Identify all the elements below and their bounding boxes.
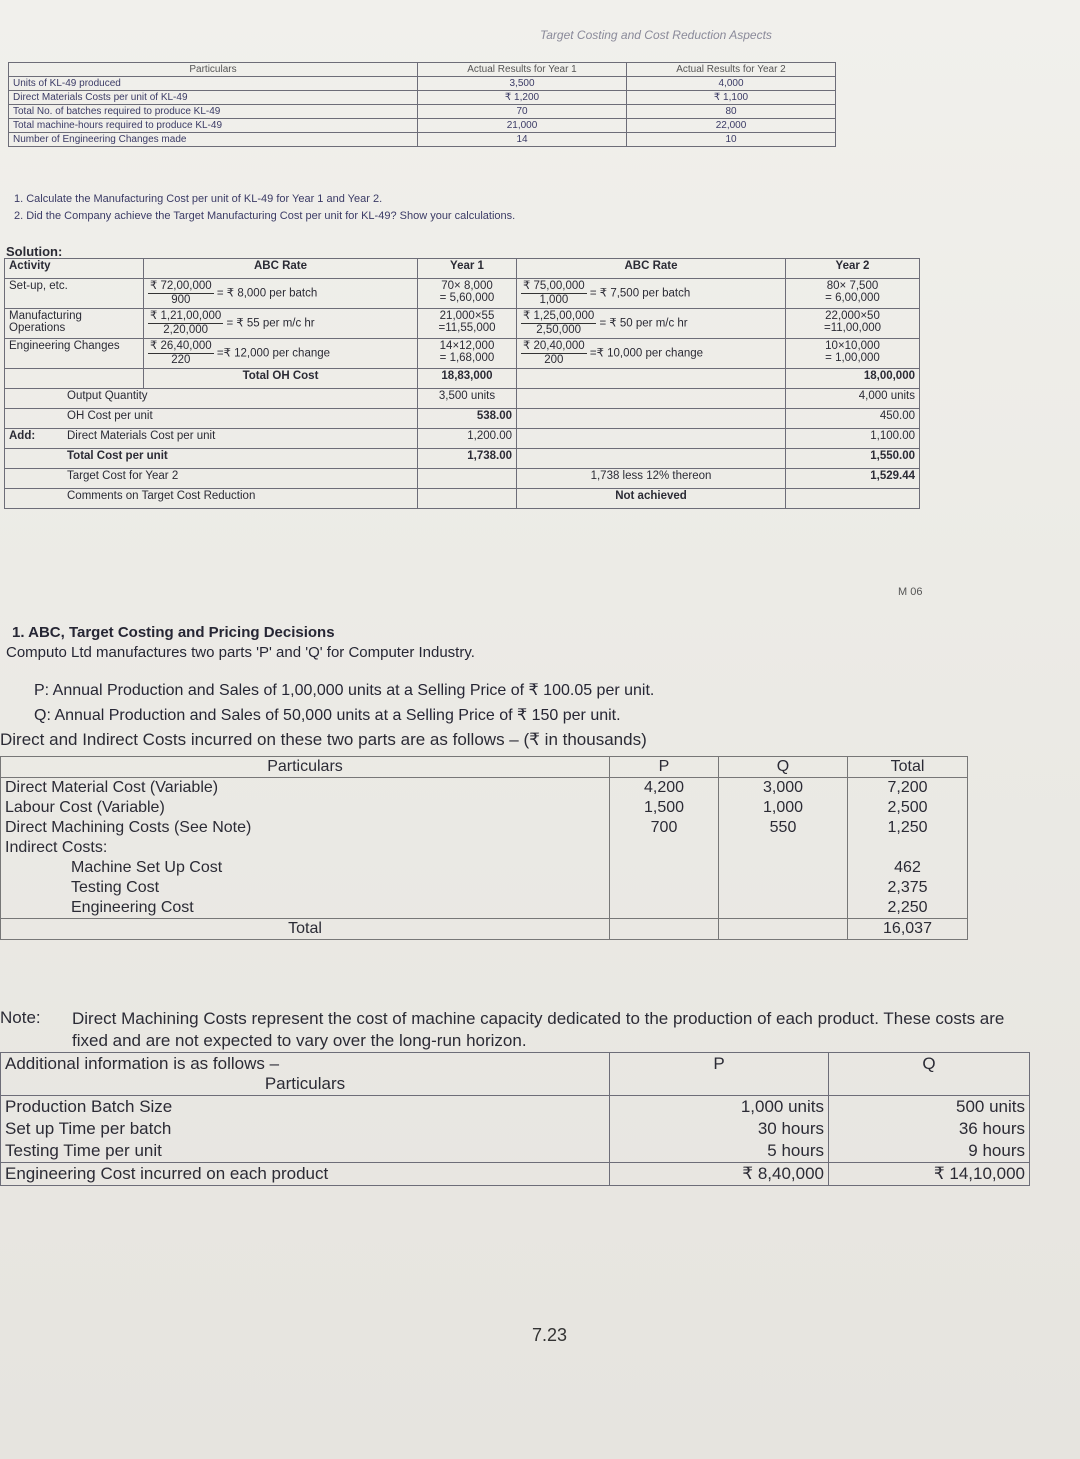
calc-line: =11,00,000 <box>823 322 882 334</box>
cell: Engineering Cost incurred on each product <box>1 1163 610 1186</box>
table-row <box>5 339 920 369</box>
table-row <box>1 919 968 940</box>
cell <box>610 919 719 940</box>
year2-cell <box>786 339 920 369</box>
table-row <box>1 818 968 838</box>
cell <box>786 489 920 509</box>
add-label: Add: <box>9 430 36 442</box>
cost-table-caption: Direct and Indirect Costs incurred on these two parts are as follows – (₹ in thousands) <box>0 730 647 749</box>
actual-results-table <box>8 62 836 147</box>
cell: 700 <box>610 818 719 838</box>
numerator: ₹ 1,25,00,000 <box>523 310 595 322</box>
table-row <box>1 838 968 858</box>
total-unit-label: Total Cost per unit <box>5 449 418 469</box>
cell <box>610 878 719 898</box>
cell: 70 <box>418 105 627 119</box>
rate-cell <box>144 339 418 369</box>
rate-result: =₹ 12,000 per change <box>216 347 331 360</box>
numerator: ₹ 1,21,00,000 <box>150 310 222 322</box>
cell <box>418 489 517 509</box>
table-row <box>1 1096 1030 1119</box>
cell: 16,037 <box>848 919 968 940</box>
table-row <box>5 409 920 429</box>
table-row <box>5 309 920 339</box>
problem-q-line: Q: Annual Production and Sales of 50,000 units at a Selling Price of ₹ 150 per unit. <box>34 707 621 724</box>
cell: 3,500 <box>418 77 627 91</box>
calc-line: 10×10,000 <box>825 340 880 352</box>
cell: Direct Materials Costs per unit of KL-49 <box>9 91 418 105</box>
cell: Total machine-hours required to produce KL-49 <box>9 119 418 133</box>
table-row <box>5 429 920 449</box>
cell: 5 hours <box>610 1140 829 1163</box>
table-row <box>5 469 920 489</box>
rate-result: = ₹ 7,500 per batch <box>589 287 691 300</box>
cell: 80 <box>627 105 836 119</box>
additional-info-table <box>0 1052 1030 1186</box>
table-row <box>1 858 968 878</box>
calc-line: 14×12,000 <box>439 340 495 352</box>
cell <box>719 919 848 940</box>
cell: Engineering Cost <box>1 898 610 919</box>
col-header: Particulars <box>9 63 418 77</box>
oh-unit-label: OH Cost per unit <box>5 409 418 429</box>
cell <box>418 469 517 489</box>
problem-p-line: P: Annual Production and Sales of 1,00,000 units at a Selling Price of ₹ 100.05 per unit. <box>34 682 655 699</box>
table-row <box>9 77 836 91</box>
numerator: ₹ 72,00,000 <box>150 280 212 292</box>
target-calc: 1,738 less 12% thereon <box>517 469 786 489</box>
table-row <box>5 369 920 389</box>
col-header: Q <box>829 1053 1030 1096</box>
table-row <box>5 449 920 469</box>
col-header: Particulars <box>1 757 610 778</box>
dm-label-cell <box>5 429 418 449</box>
denominator: 220 <box>171 354 191 366</box>
rate-cell <box>517 339 786 369</box>
note-text: Direct Machining Costs represent the cost of machine capacity dedicated to the production of each product. These costs are fixed and are not expected to vary over the long-run horizon. <box>72 1009 1005 1050</box>
table-row <box>1 898 968 919</box>
cell: Number of Engineering Changes made <box>9 133 418 147</box>
cell <box>719 858 848 878</box>
cell: 1,250 <box>848 818 968 838</box>
cell: 14 <box>418 133 627 147</box>
cell: 4,200 <box>610 778 719 799</box>
cell <box>610 858 719 878</box>
cell: ₹ 1,100 <box>627 91 836 105</box>
cell <box>719 838 848 858</box>
cell: 21,000 <box>418 119 627 133</box>
cell <box>517 449 786 469</box>
cell: Testing Cost <box>1 878 610 898</box>
col-header: P <box>610 1053 829 1096</box>
additional-caption: Additional information is as follows – <box>5 1054 280 1073</box>
cell: Units of KL-49 produced <box>9 77 418 91</box>
rate-cell <box>144 279 418 309</box>
numerator: ₹ 26,40,000 <box>150 340 212 352</box>
cell: 2,375 <box>848 878 968 898</box>
table-header-row <box>1 757 968 778</box>
cell <box>517 389 786 409</box>
solution-label: Solution: <box>6 244 63 259</box>
table-row <box>1 878 968 898</box>
rate-cell <box>517 279 786 309</box>
question-2: 2. Did the Company achieve the Target Manufacturing Cost per unit for KL-49? Show your calculations. <box>14 210 516 222</box>
cell: 1,500 <box>610 798 719 818</box>
running-header: Target Costing and Cost Reduction Aspects <box>540 28 772 42</box>
cell: Direct Material Cost (Variable) <box>1 778 610 799</box>
table-row <box>1 1140 1030 1163</box>
cell: 2,250 <box>848 898 968 919</box>
cell: Labour Cost (Variable) <box>1 798 610 818</box>
table-row <box>1 1163 1030 1186</box>
table-row <box>5 489 920 509</box>
note-label: Note: <box>0 1008 41 1027</box>
calc-line: 70× 8,000 <box>441 280 493 292</box>
calc-line: 80× 7,500 <box>826 280 879 292</box>
cell: Direct Machining Costs (See Note) <box>1 818 610 838</box>
year2-cell <box>786 279 920 309</box>
denominator: 1,000 <box>539 294 569 306</box>
cell: 550 <box>719 818 848 838</box>
table-row <box>5 279 920 309</box>
calc-line: = 1,00,000 <box>825 352 880 364</box>
calc-line: = 1,68,000 <box>439 352 495 364</box>
caption-cell <box>1 1053 610 1096</box>
fraction <box>148 310 223 337</box>
calc-line: = 5,60,000 <box>439 292 495 304</box>
problem-subtitle: Computo Ltd manufactures two parts 'P' and 'Q' for Computer Industry. <box>6 644 475 661</box>
denominator: 900 <box>171 294 191 306</box>
year2-cell <box>786 309 920 339</box>
calc-line: = 6,00,000 <box>825 292 880 304</box>
cell: 30 hours <box>610 1118 829 1140</box>
col-header: Total <box>848 757 968 778</box>
cell: 36 hours <box>829 1118 1030 1140</box>
table-header-row <box>1 1053 1030 1096</box>
fraction <box>521 310 596 337</box>
question-1: 1. Calculate the Manufacturing Cost per unit of KL-49 for Year 1 and Year 2. <box>14 193 383 205</box>
table-row <box>9 133 836 147</box>
dm-y1: 1,200.00 <box>418 429 517 449</box>
dm-label: Direct Materials Cost per unit <box>67 430 216 442</box>
cell: 10 <box>627 133 836 147</box>
output-y2: 4,000 units <box>786 389 920 409</box>
col-header: Activity <box>5 259 144 279</box>
cell: 1,000 <box>719 798 848 818</box>
col-header: Actual Results for Year 2 <box>627 63 836 77</box>
fraction <box>148 340 214 367</box>
reference-code: M 06 <box>898 586 923 598</box>
cell: Set up Time per batch <box>1 1118 610 1140</box>
rate-cell <box>144 309 418 339</box>
cell: 4,000 <box>627 77 836 91</box>
cell: 1,000 units <box>610 1096 829 1119</box>
fraction <box>148 280 214 307</box>
table-row <box>9 91 836 105</box>
total-oh-y2: 18,00,000 <box>786 369 920 389</box>
col-header: Year 1 <box>418 259 517 279</box>
activity-cell: Set-up, etc. <box>5 279 144 309</box>
total-unit-y2: 1,550.00 <box>786 449 920 469</box>
calc-line: 21,000×55 <box>439 310 495 322</box>
rate-result: = ₹ 50 per m/c hr <box>599 317 688 330</box>
activity-cell: Manufacturing Operations <box>5 309 144 339</box>
rate-result: =₹ 10,000 per change <box>589 347 704 360</box>
cell: Indirect Costs: <box>1 838 610 858</box>
fraction <box>521 340 587 367</box>
cell <box>517 429 786 449</box>
table-row <box>9 105 836 119</box>
cell <box>517 369 786 389</box>
cell <box>719 898 848 919</box>
cell <box>848 838 968 858</box>
rate-cell <box>517 309 786 339</box>
cell: ₹ 1,200 <box>418 91 627 105</box>
cell: 500 units <box>829 1096 1030 1119</box>
rate-result: = ₹ 55 per m/c hr <box>226 317 315 330</box>
total-oh-label: Total OH Cost <box>144 369 418 389</box>
rate-result: = ₹ 8,000 per batch <box>216 287 318 300</box>
denominator: 2,20,000 <box>163 324 209 336</box>
cell: Machine Set Up Cost <box>1 858 610 878</box>
comments-value: Not achieved <box>517 489 786 509</box>
col-header: Year 2 <box>786 259 920 279</box>
col-header: Actual Results for Year 1 <box>418 63 627 77</box>
output-label: Output Quantity <box>5 389 418 409</box>
cell: Total No. of batches required to produce KL-49 <box>9 105 418 119</box>
dm-y2: 1,100.00 <box>786 429 920 449</box>
col-header: Q <box>719 757 848 778</box>
col-header: ABC Rate <box>144 259 418 279</box>
cell: 9 hours <box>829 1140 1030 1163</box>
cell: 462 <box>848 858 968 878</box>
year1-cell <box>418 309 517 339</box>
cell: Production Batch Size <box>1 1096 610 1119</box>
cell: 22,000 <box>627 119 836 133</box>
cell <box>5 369 144 389</box>
table-header-row <box>9 63 836 77</box>
table-header-row <box>5 259 920 279</box>
year1-cell <box>418 339 517 369</box>
table-row <box>9 119 836 133</box>
solution-table <box>4 258 920 509</box>
table-row <box>1 798 968 818</box>
fraction <box>521 280 587 307</box>
cell: 7,200 <box>848 778 968 799</box>
numerator: ₹ 20,40,000 <box>523 340 585 352</box>
cell: 2,500 <box>848 798 968 818</box>
problem-title: 1. ABC, Target Costing and Pricing Decisions <box>12 624 335 641</box>
cell <box>610 838 719 858</box>
table-row <box>1 1118 1030 1140</box>
cell: ₹ 8,40,000 <box>610 1163 829 1186</box>
cell: Testing Time per unit <box>1 1140 610 1163</box>
col-header: ABC Rate <box>517 259 786 279</box>
col-header: Particulars <box>264 1074 346 1093</box>
numerator: ₹ 75,00,000 <box>523 280 585 292</box>
target-y2: 1,529.44 <box>786 469 920 489</box>
output-y1: 3,500 units <box>418 389 517 409</box>
calc-line: =11,55,000 <box>438 322 496 334</box>
comments-label: Comments on Target Cost Reduction <box>5 489 418 509</box>
table-row <box>5 389 920 409</box>
oh-unit-y2: 450.00 <box>786 409 920 429</box>
target-label: Target Cost for Year 2 <box>5 469 418 489</box>
cell <box>719 878 848 898</box>
year1-cell <box>418 279 517 309</box>
activity-cell: Engineering Changes <box>5 339 144 369</box>
cell: 3,000 <box>719 778 848 799</box>
denominator: 2,50,000 <box>536 324 582 336</box>
cell: ₹ 14,10,000 <box>829 1163 1030 1186</box>
cell <box>610 898 719 919</box>
total-oh-y1: 18,83,000 <box>418 369 517 389</box>
total-unit-y1: 1,738.00 <box>418 449 517 469</box>
calc-line: 22,000×50 <box>825 310 880 322</box>
cell: Total <box>1 919 610 940</box>
page-number: 7.23 <box>532 1325 568 1345</box>
denominator: 200 <box>544 354 564 366</box>
col-header: P <box>610 757 719 778</box>
cost-table <box>0 756 968 940</box>
table-row <box>1 778 968 799</box>
cell <box>517 409 786 429</box>
oh-unit-y1: 538.00 <box>418 409 517 429</box>
